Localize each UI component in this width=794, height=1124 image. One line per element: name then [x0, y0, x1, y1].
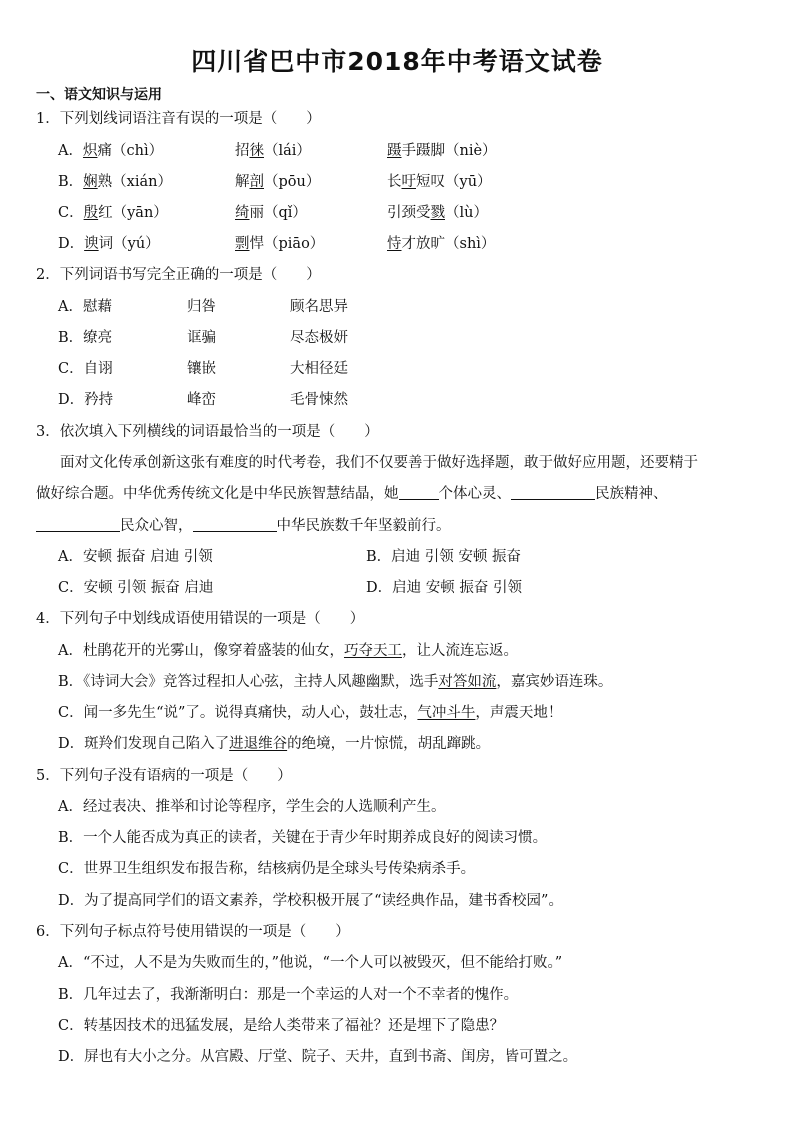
question-3-option-a: A．安顿 振奋 启迪 引领 [58, 549, 213, 565]
underlined-char: 吁 [401, 174, 416, 190]
question-3-option-c: C．安顿 引领 振奋 启迪 [58, 580, 214, 596]
question-5-option-a: A．经过表决、推举和讨论等程序，学生会的人选顺利产生。 [58, 799, 446, 815]
question-3-stem: 3．依次填入下列横线的词语最恰当的一项是（ ） [36, 424, 379, 440]
question-5-stem: 5．下列句子没有语病的一项是（ ） [36, 768, 292, 784]
fill-blank [193, 517, 277, 532]
question-6-option-d: D．屏也有大小之分。从宫殿、厅堂、院子、天井，直到书斋、闺房，皆可置之。 [58, 1049, 578, 1065]
question-5-option-d: D．为了提高同学们的语文素养，学校积极开展了“读经典作品，建书香校园”。 [58, 893, 563, 909]
fill-blank [511, 485, 595, 500]
underlined-char: 炽 [82, 143, 98, 159]
question-3-option-d: D．启迪 安顿 振奋 引领 [366, 580, 522, 596]
question-4-option-b: B．《诗词大会》竞答过程扣人心弦，主持人风趣幽默，选手对答如流，嘉宾妙语连珠。 [58, 674, 613, 690]
question-4-stem: 4．下列句子中划线成语使用错误的一项是（ ） [36, 611, 365, 627]
question-3-passage-line-2: 做好综合题。中华优秀传统文化是中华民族智慧结晶，她 个体心灵、 民族精神、 [36, 486, 668, 502]
underlined-char: 娴 [83, 174, 98, 190]
underlined-idiom: 对答如流 [438, 674, 497, 690]
question-6-option-c: C．转基因技术的迅猛发展，是给人类带来了福祉？还是埋下了隐患？ [58, 1018, 505, 1034]
underlined-idiom: 气冲斗牛 [417, 705, 476, 721]
question-3-passage-line-3: 民众心智， 中华民族数千年坚毅前行。 [36, 514, 758, 535]
fill-blank [399, 485, 439, 500]
question-4-option-c: C．闻一多先生“说”了。说得真痛快，动人心，鼓壮志，气冲斗牛，声震天地！ [58, 705, 563, 721]
underlined-char: 殷 [83, 205, 99, 221]
underlined-idiom: 巧夺天工 [343, 643, 402, 659]
question-6-stem: 6．下列句子标点符号使用错误的一项是（ ） [36, 924, 350, 940]
question-6-option-b: B．几年过去了，我渐渐明白：那是一个幸运的人对一个不幸者的愧作。 [58, 987, 519, 1003]
question-1-stem: 1．下列划线词语注音有误的一项是（ ） [36, 111, 321, 127]
question-3-option-b: B．启迪 引领 安顿 振奋 [366, 549, 521, 565]
underlined-char: 蹑 [387, 143, 402, 159]
question-2-stem: 2．下列词语书写完全正确的一项是（ ） [36, 267, 321, 283]
underlined-char: 戮 [430, 205, 445, 221]
underlined-char: 剖 [249, 174, 264, 190]
underlined-char: 谀 [84, 236, 99, 252]
underlined-idiom: 进退维谷 [229, 736, 288, 752]
underlined-char: 绮 [235, 205, 250, 221]
exam-page: 四川省巴中市2018年中考语文试卷 一、语文知识与运用 1．下列划线词语注音有误的一项是（ ） A．炽痛（chì） 招徕（lái） 蹑手蹑脚（niè） B．娴熟（xián） 解剖（pōu） 长吁短叹（yū） C．殷红（yān） 绮丽（qǐ） 引颈受戮（lù） D．谀词（yú） 剽悍（piāo） 恃才放旷（shì） 2．下列词语书写完全正确的一项是（ ） A．慰藉 归咎 顾名思异 B．缭亮 诓骗 尽态极妍 C．自诩 镶嵌 大相径廷 D．矜持 峰峦 毛骨悚然 3．依次填入下列横线的词语最恰当的一项是（ ） 面对文化传承创新这张有难度的时代考卷，我们不仅要善于做好选择题，敢于做好应用题，还要精于 做好综合题。中华优秀传统文化是中华民族智慧结晶，她 个体心灵、 民族精神、 民众心智， 中华民族数千年坚毅前行。 A．安顿 振奋 启迪 引领 B．启迪 引领 安顿 振奋 C．安顿 引领 振奋 启迪 D．启迪 安顿 振奋 引领 4．下列句子中划线成语使用错误的一项是（ ） A．杜鹃花开的光雾山，像穿着盛装的仙女，巧夺天工，让人流连忘返。 B．《诗词大会》竞答过程扣人心弦，主持人风趣幽默，选手对答如流，嘉宾妙语连珠。 C．闻一多先生“说”了。说得真痛快，动人心，鼓壮志，气冲斗牛，声震天地！ D．斑羚们发现自己陷入了进退维谷的绝境，一片惊慌，胡乱蹿跳。 5．下列句子没有语病的一项是（ ） A．经过表决、推举和讨论等程序，学生会的人选顺利产生。 B．一个人能否成为真正的读者，关键在于青少年时期养成良好的阅读习惯。 C．世界卫生组织发布报告称，结核病仍是全球头号传染病杀手。 D．为了提高同学们的语文素养，学校积极开展了“读经典作品，建书香校园”。 6．下列句子标点符号使用错误的一项是（ ） A．“不过，人不是为失败而生的，”他说，“一个人可以被毁灭，但不能给打败。” B．几年过去了，我渐渐明白：那是一个幸运的人对一个不幸者的愧作。 C．转基因技术的迅猛发展，是给人类带来了福祉？还是埋下了隐患？ D．屏也有大小之分。从宫殿、厅堂、院子、天井，直到书斋、闺房，皆可置之。 [0, 0, 794, 1124]
underlined-char: 恃 [387, 236, 402, 252]
question-4-option-d: D．斑羚们发现自己陷入了进退维谷的绝境，一片惊慌，胡乱蹿跳。 [58, 736, 491, 752]
section-heading: 一、语文知识与运用 [36, 87, 162, 103]
question-5-option-b: B．一个人能否成为真正的读者，关键在于青少年时期养成良好的阅读习惯。 [58, 830, 548, 846]
question-3-passage-line-1: 面对文化传承创新这张有难度的时代考卷，我们不仅要善于做好选择题，敢于做好应用题，还要精于 [60, 455, 698, 471]
underlined-char: 徕 [249, 143, 264, 159]
fill-blank [36, 517, 120, 532]
question-5-option-c: C．世界卫生组织发布报告称，结核病仍是全球头号传染病杀手。 [58, 861, 476, 877]
question-4-option-a: A．杜鹃花开的光雾山，像穿着盛装的仙女，巧夺天工，让人流连忘返。 [58, 643, 518, 659]
question-6-option-a: A．“不过，人不是为失败而生的，”他说，“一个人可以被毁灭，但不能给打败。” [58, 955, 563, 971]
underlined-char: 剽 [235, 236, 250, 252]
page-title: 四川省巴中市2018年中考语文试卷 [191, 47, 603, 76]
